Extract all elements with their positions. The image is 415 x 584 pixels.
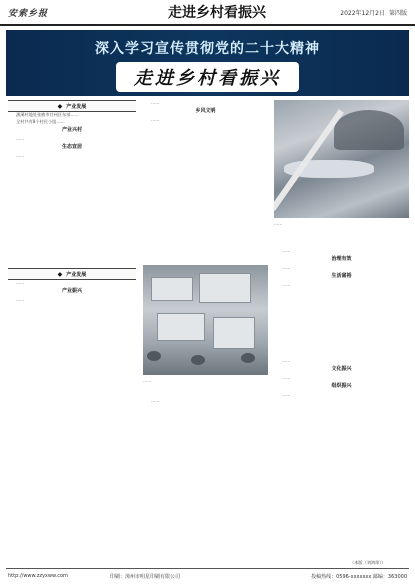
page-number: 第四版 (388, 10, 407, 17)
diamond-icon: ◆ (57, 270, 63, 278)
photo-field (213, 317, 255, 349)
section-title: 产业发展 (66, 271, 87, 278)
section-title: 产业发展 (66, 103, 87, 110)
banner-headline: 走进乡村看振兴 (134, 68, 281, 89)
paper-logo: 安索乡报 (8, 9, 49, 19)
article-column-bottom-left (8, 280, 136, 565)
photo-field (199, 273, 251, 303)
section-bar-1 (8, 100, 136, 112)
paragraph: …… (282, 375, 291, 380)
paragraph: …… (151, 117, 160, 122)
paragraph: …… (282, 392, 291, 397)
paragraph: …… (16, 280, 25, 285)
footer-url: http://www.zzyxww.com (8, 573, 68, 579)
paragraph: …… (282, 248, 291, 253)
paragraph: …… (151, 398, 160, 403)
footer-rule (6, 568, 409, 569)
header-rule (0, 24, 415, 26)
photo-hill (334, 110, 404, 150)
photo-tree (191, 355, 205, 365)
subheading: 生态宜居 (61, 144, 82, 150)
footer-contact: 投稿热线：0596-xxxxxxx 邮编：363000 (311, 574, 407, 580)
subheading: 乡风文明 (195, 108, 216, 114)
paragraph: 全村共有8个村民小组…… (16, 119, 65, 124)
subheading: 生活富裕 (331, 273, 352, 279)
paragraph: …… (282, 358, 291, 363)
headline-banner (6, 30, 409, 96)
paragraph: 潘溪村地处张掖市甘州区东部…… (16, 112, 79, 117)
banner-slogan: 深入学习宣传贯彻党的二十大精神 (95, 41, 320, 57)
subheading: 产业振兴 (61, 288, 82, 294)
subheading: 产业兴村 (61, 127, 82, 133)
paragraph: …… (282, 265, 291, 270)
article-column-1 (8, 112, 136, 264)
village-aerial-photo (274, 100, 409, 218)
bottom-photo-caption: …… (143, 378, 152, 383)
photo-field (151, 277, 193, 301)
paragraph: …… (282, 282, 291, 287)
photo-tree (147, 351, 161, 361)
paragraph: …… (16, 297, 25, 302)
article-column-bottom-mid (143, 398, 268, 563)
village-fields-photo (143, 265, 268, 375)
photo-field (157, 313, 205, 341)
subheading: 组织振兴 (331, 383, 352, 389)
paragraph: …… (151, 100, 160, 105)
article-column-3 (274, 248, 409, 353)
top-photo-caption: …… (274, 221, 283, 226)
footer-printer: 印刷：漳州市明星印刷有限公司 (110, 574, 181, 580)
page-title: 走进乡村看振兴 (168, 5, 266, 21)
section-bar-2 (8, 268, 136, 280)
page-header (0, 0, 415, 26)
subheading: 治理有效 (331, 256, 352, 262)
author-credit: （本版（刘鸿琼）） (350, 560, 386, 565)
issue-meta (340, 8, 407, 17)
subheading: 文化振兴 (331, 366, 352, 372)
paragraph: …… (16, 136, 25, 141)
article-column-bottom-right (274, 358, 409, 558)
diamond-icon: ◆ (57, 102, 63, 110)
photo-tree (241, 353, 255, 363)
page-footer (0, 568, 415, 584)
issue-date: 2022年12月2日 (340, 10, 385, 17)
banner-headline-box (116, 62, 299, 92)
paragraph: …… (16, 153, 25, 158)
article-column-2 (143, 100, 268, 260)
